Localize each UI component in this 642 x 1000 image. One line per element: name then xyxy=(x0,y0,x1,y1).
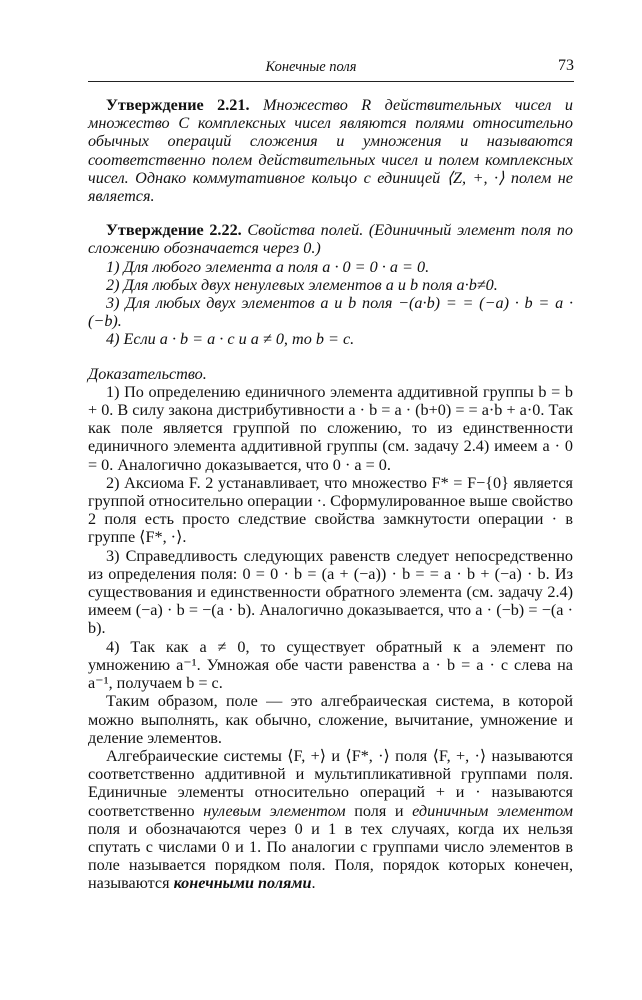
statement-intro: Свойства полей. (Единичный элемент поля по сложению обозначается через 0.) xyxy=(88,221,574,258)
proof-paragraph: 4) Так как a ≠ 0, то существует обратный к a элемент по умножению a⁻¹. Умножая обе части равенства a · b = a · c слева на a⁻¹, получаем b = c. xyxy=(88,637,573,693)
paragraph-text: . xyxy=(311,874,316,893)
proof-paragraph: 2) Аксиома F. 2 устанавливает, что множество F* = F−{0} является группой относительно операции ·. Сформулированное выше свойство 2 поля есть просто следствие свойства замкнутости операции · в группе ⟨F*, ·⟩. xyxy=(88,473,573,547)
proof-paragraph: 1) По определению единичного элемента аддитивной группы b = b + 0. В силу закона дистрибутивности a · b = a · (b+0) = = a·b + a·0. Так как поле является группой по сложению, то из единственности единичного элемента аддитивной группы (см. задачу 2.4) имеем a · 0 = 0. Аналогично доказывается, что 0 · a = 0. xyxy=(88,382,573,474)
page-body xyxy=(88,96,573,893)
running-title: Конечные поля xyxy=(265,59,357,75)
statement-text: Множество R действительных чисел и множество C комплексных чисел являются полями относительно обычных операций сложения и умножения и называются соответственно полем действительных чисел и полем комплексных чисел. Однако коммутативное кольцо с единицей ⟨Z, +, ·⟩ полем не является. xyxy=(88,96,573,206)
proof-paragraph: 3) Справедливость следующих равенств следует непосредственно из определения поля: 0 = 0 · b = (a + (−a)) · b = = a · b + (−a) · b. Из существования и единственности обратного элемента (см. задачу 2.4) имеем (−a) · b = −(a · b). Аналогично доказывается, что a · (−b) = −(a · b). xyxy=(88,546,573,638)
statement-2-21 xyxy=(88,96,573,205)
proof-heading: Доказательство. xyxy=(88,364,207,383)
statement-2-22 xyxy=(88,221,573,257)
property-item: 1) Для любого элемента a поля a · 0 = 0 · a = 0. xyxy=(106,257,430,276)
property-item: 3) Для любых двух элементов a и b поля −(a·b) = = (−a) · b = a · (−b). xyxy=(88,294,573,331)
statement-label: Утверждение 2.22. xyxy=(106,221,242,240)
conclusion-paragraph: Таким образом, поле — это алгебраическая система, в которой можно выполнять, как обычно, сложение, вычитание, умножение и деление элементов. xyxy=(88,692,573,747)
term-finite-fields: конечными полями xyxy=(173,874,312,893)
paragraph-text: поля и обозначаются через 0 и 1 в тех случаях, когда их нельзя спутать с числами 0 и 1. По аналогии с группами число элементов в поле называется порядком поля. Поля, порядок которых конечен, называются xyxy=(88,819,573,893)
term-unit-element: единичным элементом xyxy=(412,801,573,820)
page-number: 73 xyxy=(558,57,574,74)
paragraph-text: Алгебраические системы ⟨F, +⟩ и ⟨F*, ·⟩ поля ⟨F, +, ·⟩ называются соответственно аддитивной и мультипликативной группами поля. Единичные элементы относительно операций + и · называются соответственно xyxy=(88,746,573,820)
running-header xyxy=(88,59,574,82)
paragraph-text: поля и xyxy=(345,801,413,820)
statement-label: Утверждение 2.21. xyxy=(106,96,250,114)
definition-paragraph xyxy=(88,747,573,893)
term-zero-element: нулевым элементом xyxy=(203,801,346,820)
property-item: 4) Если a · b = a · c и a ≠ 0, то b = c. xyxy=(106,330,355,349)
property-item: 2) Для любых двух ненулевых элементов a и b поля a·b≠0. xyxy=(106,275,498,294)
